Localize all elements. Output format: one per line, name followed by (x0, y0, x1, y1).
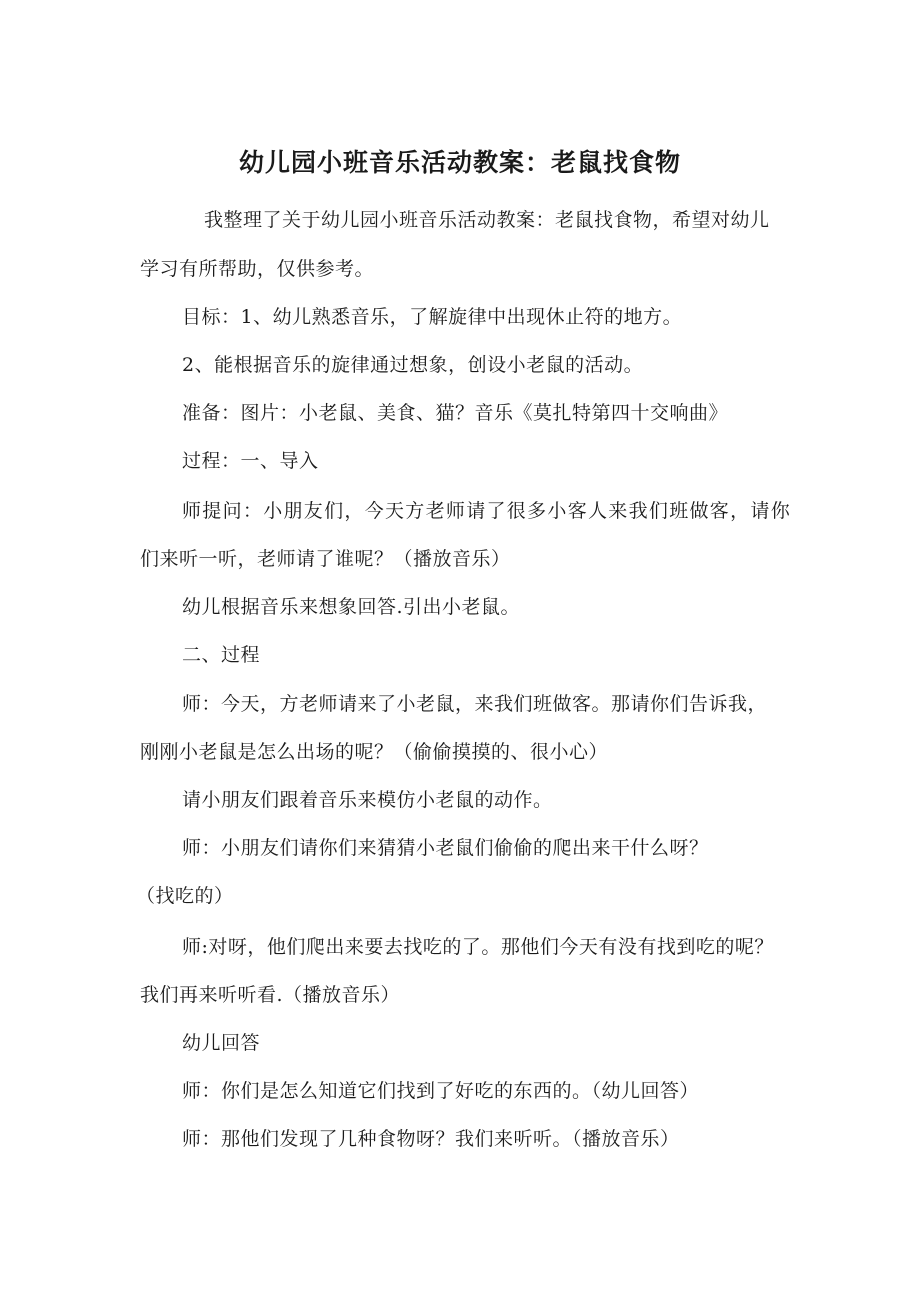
teacher-line-2a: 师：小朋友们请你们来猜猜小老鼠们偷偷的爬出来干什么呀？ (182, 837, 709, 859)
children-answer-line: 幼儿根据音乐来想象回答.引出小老鼠。 (182, 596, 521, 618)
goal-line-2: 2、能根据音乐的旋律通过想象，创设小老鼠的活动。 (182, 354, 644, 376)
teacher-line-1b: 刚刚小老鼠是怎么出场的呢？（偷偷摸摸的、很小心） (140, 741, 609, 763)
teacher-question-line-2: 们来听一听，老师请了谁呢？（播放音乐） (140, 548, 511, 570)
section-two-heading: 二、过程 (182, 644, 261, 666)
paragraph-intro-line-2: 学习有所帮助，仅供参考。 (140, 258, 375, 280)
teacher-line-3a: 师:对呀，他们爬出来要去找吃的了。那他们今天有没有找到吃的呢？ (182, 936, 774, 958)
imitate-line: 请小朋友们跟着音乐来模仿小老鼠的动作。 (182, 789, 553, 811)
process-heading: 过程：一、导入 (182, 450, 319, 472)
paragraph-intro-line-1: 我整理了关于幼儿园小班音乐活动教案：老鼠找食物，希望对幼儿 (204, 209, 770, 231)
teacher-line-3b: 我们再来听听看.（播放音乐） (140, 984, 401, 1006)
teacher-line-5: 师：那他们发现了几种食物呀？我们来听听。（播放音乐） (182, 1128, 680, 1150)
children-answer-line-2: 幼儿回答 (182, 1032, 261, 1054)
goal-line-1: 目标：1、幼儿熟悉音乐，了解旋律中出现休止符的地方。 (182, 306, 683, 328)
preparation-line: 准备：图片：小老鼠、美食、猫？音乐《莫扎特第四十交响曲》 (182, 402, 729, 424)
page-title: 幼儿园小班音乐活动教案：老鼠找食物 (238, 148, 681, 177)
teacher-line-2b: （找吃的） (136, 885, 234, 907)
teacher-question-line-1: 师提问：小朋友们，今天方老师请了很多小客人来我们班做客，请你 (182, 500, 792, 522)
teacher-line-4: 师：你们是怎么知道它们找到了好吃的东西的。（幼儿回答） (182, 1080, 700, 1102)
teacher-line-1a: 师：今天，方老师请来了小老鼠，来我们班做客。那请你们告诉我， (182, 693, 768, 715)
